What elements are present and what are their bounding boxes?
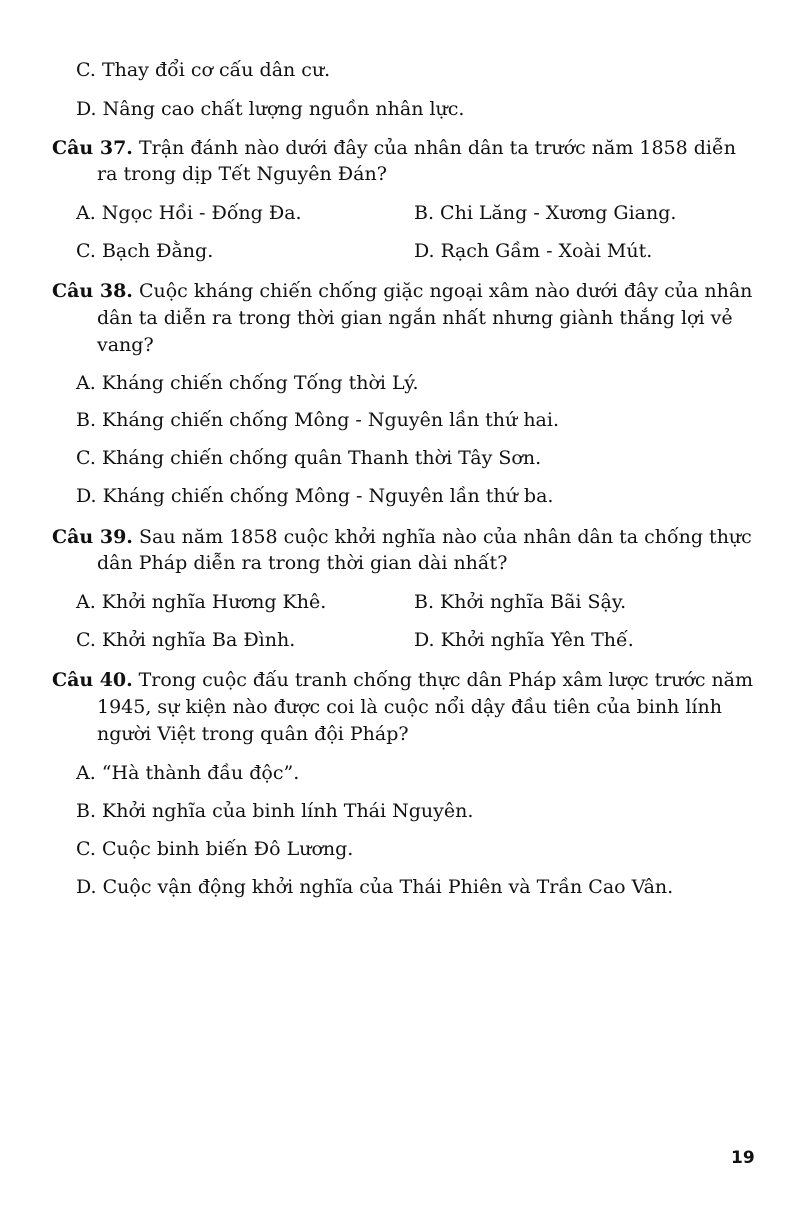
question-39-line-2: dân Pháp diễn ra trong thời gian dài nhất? [97,552,508,574]
question-40-option-b: B. Khởi nghĩa của binh lính Thái Nguyên. [76,800,474,822]
question-40-text [52,667,753,693]
question-40-option-c: C. Cuộc binh biến Đô Lương. [76,838,354,860]
question-40-label: Câu 40. [52,669,133,691]
question-37-line-2: ra trong dịp Tết Nguyên Đán? [97,163,387,185]
question-38-line-3: vang? [97,334,154,356]
question-38-option-d: D. Kháng chiến chống Mông - Nguyên lần thứ ba. [76,485,554,507]
question-39-option-d: D. Khởi nghĩa Yên Thế. [414,629,634,651]
question-38-text [52,278,752,304]
question-37-option-b: B. Chi Lăng - Xương Giang. [414,202,677,224]
question-38-option-b: B. Kháng chiến chống Mông - Nguyên lần thứ hai. [76,409,559,431]
question-39-text [52,524,752,550]
question-39-option-c: C. Khởi nghĩa Ba Đình. [76,629,296,651]
question-37-option-a: A. Ngọc Hồi - Đống Đa. [76,202,302,224]
question-37-line-1: Trận đánh nào dưới đây của nhân dân ta trước năm 1858 diễn [138,137,736,159]
question-38-line-1: Cuộc kháng chiến chống giặc ngoại xâm nào dưới đây của nhân [138,280,753,302]
question-40-option-d: D. Cuộc vận động khởi nghĩa của Thái Phiên và Trần Cao Vân. [76,876,674,898]
question-38-option-c: C. Kháng chiến chống quân Thanh thời Tây Sơn. [76,447,542,469]
question-38-label: Câu 38. [52,280,133,302]
question-37-option-d: D. Rạch Gầm - Xoài Mút. [414,240,653,262]
question-40-line-2: 1945, sự kiện nào được coi là cuộc nổi dậy đầu tiên của binh lính [97,696,722,718]
question-38-line-2: dân ta diễn ra trong thời gian ngắn nhất nhưng giành thắng lợi vẻ [97,307,733,329]
question-37-option-c: C. Bạch Đằng. [76,240,214,262]
question-39-line-1: Sau năm 1858 cuộc khởi nghĩa nào của nhân dân ta chống thực [138,526,752,548]
question-37-label: Câu 37. [52,137,133,159]
question-40-line-3: người Việt trong quân đội Pháp? [97,723,409,745]
question-39-option-b: B. Khởi nghĩa Bãi Sậy. [414,591,627,613]
question-39-label: Câu 39. [52,526,133,548]
page-number: 19 [731,1148,755,1168]
option-c: C. Thay đổi cơ cấu dân cư. [76,59,331,81]
question-37-text [52,135,736,161]
question-38-option-a: A. Kháng chiến chống Tống thời Lý. [76,372,419,394]
question-40-option-a: A. “Hà thành đầu độc”. [76,762,300,784]
option-d: D. Nâng cao chất lượng nguồn nhân lực. [76,98,465,120]
question-39-option-a: A. Khởi nghĩa Hương Khê. [76,591,327,613]
question-40-line-1: Trong cuộc đấu tranh chống thực dân Pháp xâm lược trước năm [138,669,753,691]
